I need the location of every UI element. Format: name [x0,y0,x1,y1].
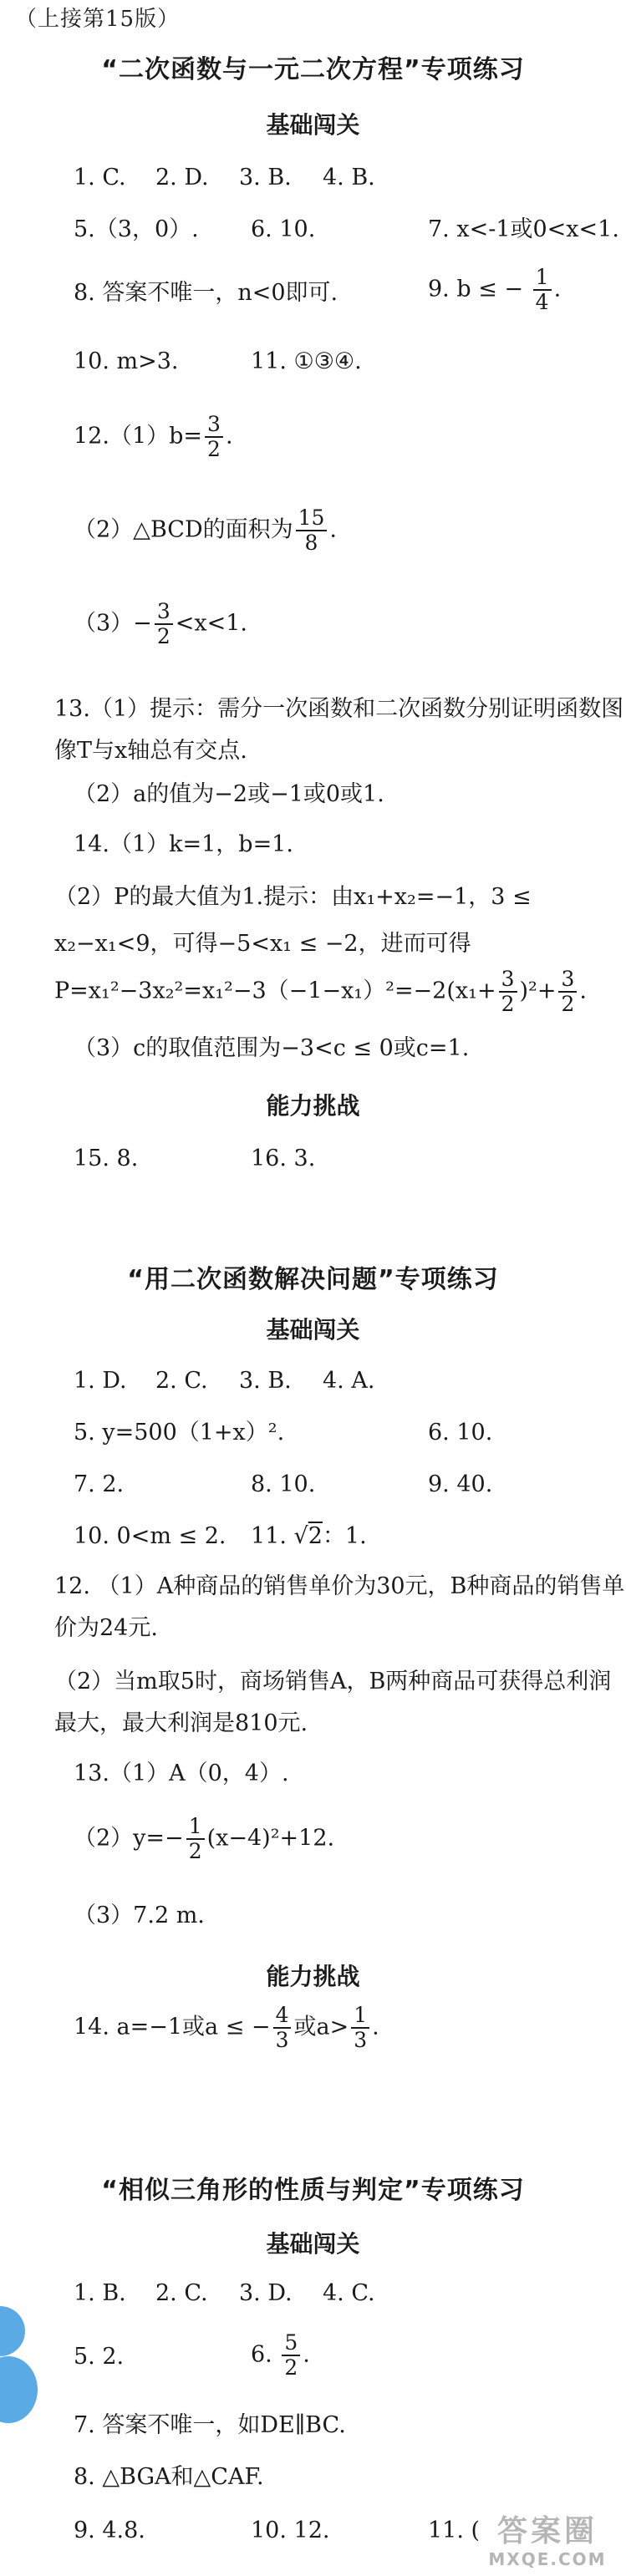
answer-item: 11. ①③④. [251,348,362,374]
answer-paragraph: 13.（1）提示：需分一次函数和二次函数分别证明函数图像T与x轴总有交点. [54,696,624,764]
ability-heading-2: 能力挑战 [266,1963,360,1990]
answer-item: 4. C. [323,2280,375,2306]
basic-heading-3: 基础闯关 [266,2230,360,2258]
answer-item: 2. C. [155,1368,208,1394]
answer-item: 3. B. [239,1368,292,1394]
answer-item: （2）△BCD的面积为 $\frac{15}{8}$ . [74,506,337,555]
fraction: $\frac{1}{4}$ [533,266,552,314]
answer-item: 5.（3，0）. [74,216,199,242]
answer-item: 9. b ≤ − $\frac{1}{4}$ . [428,265,562,314]
answer-item: 11. √2：1. [251,1523,367,1549]
section-title-2: “用二次函数解决问题”专项练习 [127,1265,499,1294]
answer-item: 2. D. [155,165,209,191]
answer-item: 8. 答案不唯一，n<0即可. [74,280,338,306]
answer-item: 4. A. [323,1368,375,1394]
answer-item: 10. 0<m ≤ 2. [74,1523,226,1549]
fraction: $\frac{1}{2}$ [186,1815,205,1863]
fraction: $\frac{5}{2}$ [282,2331,300,2380]
fraction: $\frac{3}{2}$ [155,600,173,648]
answer-item: （2）y=− $\frac{1}{2}$ (x−4)²+12. [74,1814,335,1863]
ability-heading-1: 能力挑战 [266,1092,360,1120]
answer-paragraph: （2）P的最大值为1.提示：由x₁+x₂=−1，3 ≤ x₂−x₁<9，可得−5<x₁ ≤ −2，进而可得P=x₁²−3x₂²=x₁²−3（−1−x₁）²=−2(x₁+ $\frac{3}{2}$ )²+ $\frac{3}{2}$ . [54,884,587,1016]
answer-item: 3. B. [239,165,292,191]
answer-item: 8. 10. [251,1471,316,1497]
answer-item: 8. △BGA和△CAF. [74,2464,264,2490]
answer-item: 4. B. [323,165,375,191]
fraction: $\frac{3}{2}$ [205,413,223,461]
fraction: $\frac{4}{3}$ [273,2004,292,2052]
answer-item: 1. B. [74,2280,126,2306]
fraction: $\frac{3}{2}$ [499,968,517,1016]
answer-item: 5. y=500（1+x）². [74,1420,285,1446]
answer-item: 16. 3. [251,1146,316,1171]
answer-item: 9. 4.8. [74,2518,145,2543]
answer-item: 5. 2. [74,2344,125,2370]
fraction: $\frac{3}{2}$ [558,968,577,1016]
section-title-3: “相似三角形的性质与判定”专项练习 [101,2176,525,2205]
answer-item: 9. 40. [428,1471,493,1497]
basic-heading-2: 基础闯关 [266,1316,360,1344]
answer-item: 14. a=−1或a ≤ − $\frac{4}{3}$ 或a> $\frac{1}{3}$ . [74,2003,379,2052]
answer-item: （3）− $\frac{3}{2}$ <x<1. [74,599,247,648]
answer-item: 1. D. [74,1368,127,1394]
fraction: $\frac{1}{3}$ [351,2004,369,2052]
answer-item: 7. x<-1或0<x<1. [428,216,619,242]
answer-item: 10. 12. [251,2518,330,2543]
blue-edge-mark [0,2306,25,2356]
answer-item: 15. 8. [74,1146,139,1171]
answer-item: 3. D. [239,2280,293,2306]
answer-item: 6. $\frac{5}{2}$ . [251,2330,310,2380]
basic-heading-1: 基础闯关 [266,111,360,139]
answer-paragraph: （2）a的值为−2或−1或0或1. [74,781,384,807]
answer-item: 7. 2. [74,1471,125,1497]
answer-item: （3）7.2 m. [74,1903,205,1928]
fraction: $\frac{15}{8}$ [296,506,328,555]
answer-item: 1. C. [74,165,126,191]
answer-paragraph: 14.（1）k=1，b=1. [74,831,293,857]
answer-item: 2. C. [155,2280,208,2306]
answer-item: 12.（1）b= $\frac{3}{2}$ . [74,412,233,461]
answer-item: 10. m>3. [74,348,179,374]
section-title-1: “二次函数与一元二次方程”专项练习 [101,55,525,84]
answer-item: 13.（1）A（0，4）. [74,1761,289,1786]
answer-item: 6. 10. [428,1420,493,1446]
site-watermark: 答案圈 MXQE.COM [488,2514,607,2569]
answer-item: 11. ( [428,2518,481,2543]
answer-paragraph: （3）c的取值范围为−3<c ≤ 0或c=1. [74,1035,470,1061]
answer-item: 7. 答案不唯一，如DE∥BC. [74,2412,346,2438]
answer-item: 6. 10. [251,216,316,242]
header-note: （上接第15版） [15,7,181,32]
blue-edge-mark [0,2356,38,2423]
answer-paragraph: 12. （1）A种商品的销售单价为30元，B种商品的销售单价为24元. [54,1573,625,1641]
answer-paragraph: （2）当m取5时，商场销售A，B两种商品可获得总利润最大，最大利润是810元. [54,1669,612,1736]
